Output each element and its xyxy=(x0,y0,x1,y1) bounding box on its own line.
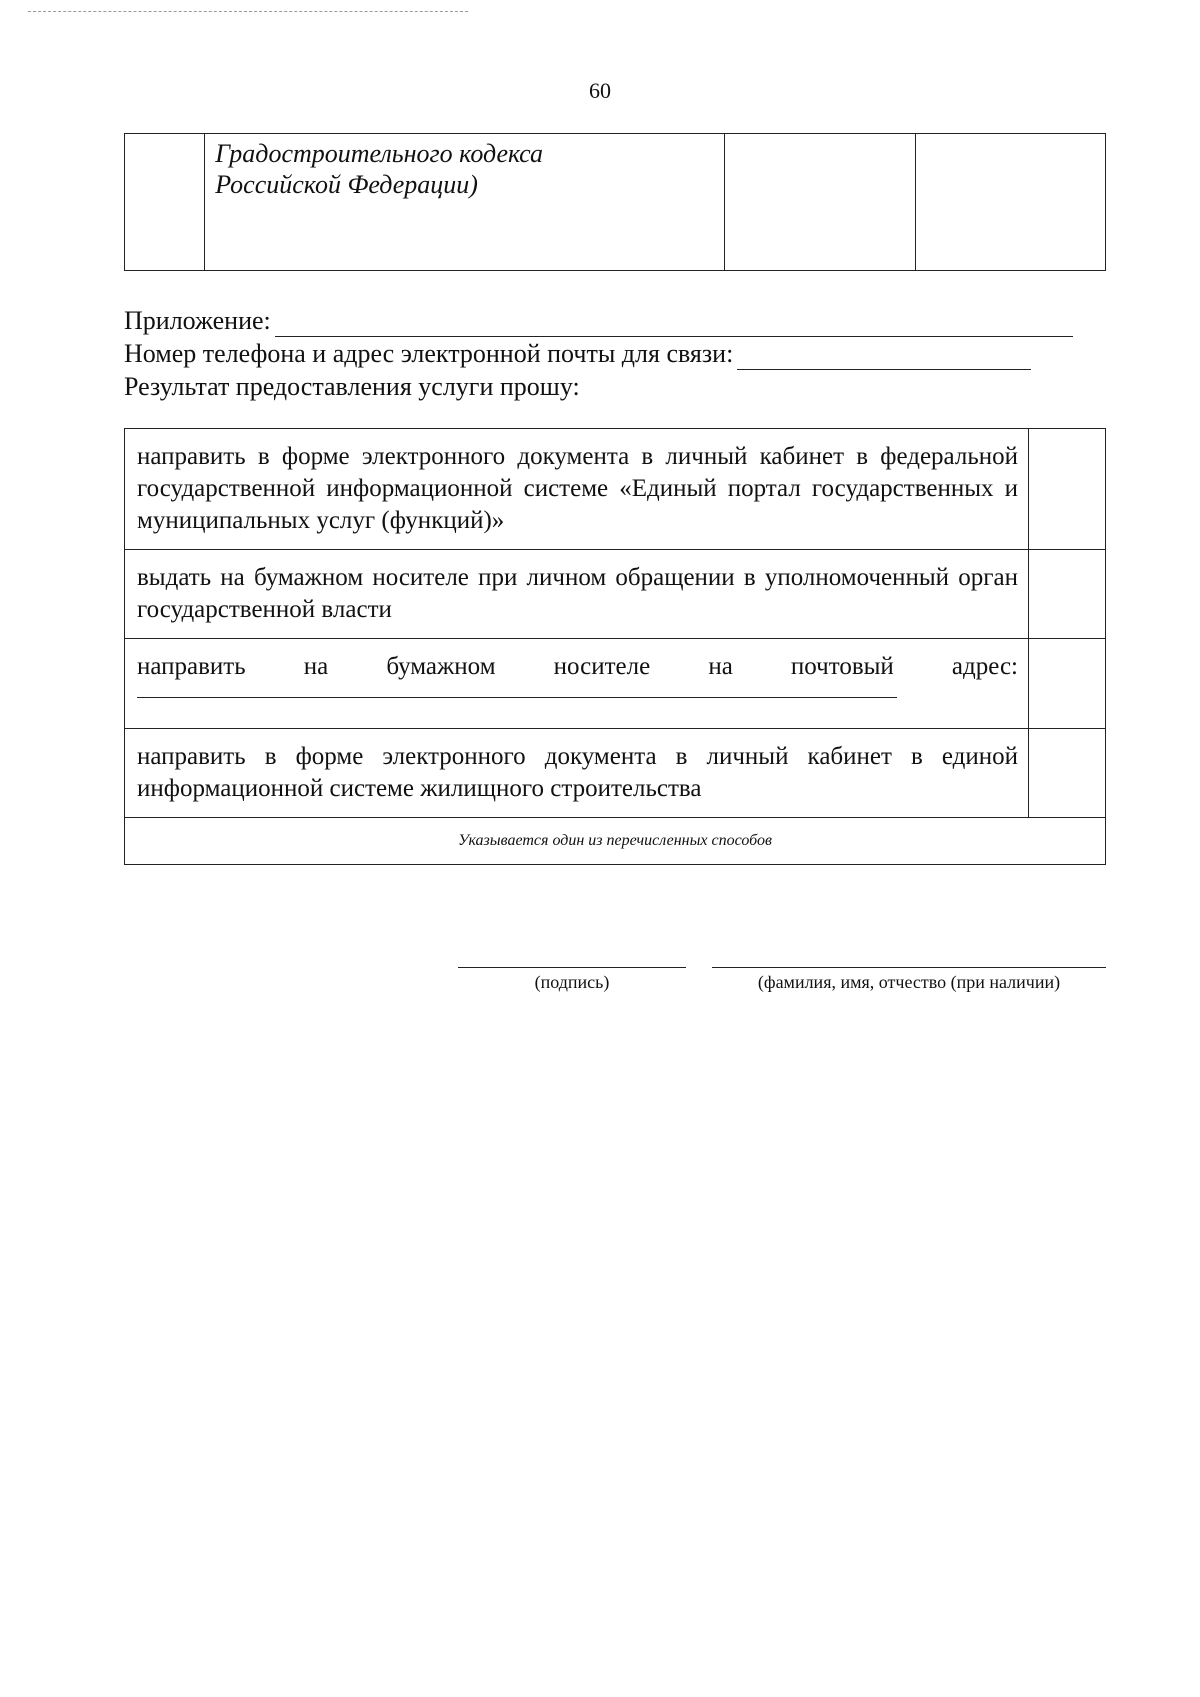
continued-table xyxy=(124,133,1106,271)
signature-line[interactable] xyxy=(458,967,686,968)
page-number: 60 xyxy=(589,78,611,103)
table-text-line-1: Градостроительного кодекса xyxy=(215,139,544,168)
option-electronic-portal: направить в форме электронного документа в личный кабинет в федеральной государственной информационной системе «Единый портал государственных и муниципальных услуг (функций)» xyxy=(125,429,1029,550)
contact-field[interactable] xyxy=(737,345,1031,370)
option-paper-mail xyxy=(125,639,1029,729)
table-cell-empty-2 xyxy=(915,134,1105,271)
postal-address-field[interactable] xyxy=(137,683,897,698)
attachment-line xyxy=(124,304,1073,337)
result-options-table xyxy=(124,428,1106,865)
table-cell-number xyxy=(125,134,205,271)
option-paper-mail-checkbox[interactable] xyxy=(1029,639,1106,729)
full-name-line[interactable] xyxy=(712,967,1106,968)
contact-line xyxy=(124,337,1073,370)
signature-caption: (подпись) xyxy=(534,972,610,992)
result-label: Результат предоставления услуги прошу: xyxy=(124,372,580,401)
option-electronic-housing-system: направить в форме электронного документа в личный кабинет в единой информационной системе жилищного строительства xyxy=(125,729,1029,818)
table-cell-text xyxy=(205,134,725,271)
option-paper-in-person: выдать на бумажном носителе при личном обращении в уполномоченный орган государственной власти xyxy=(125,550,1029,639)
option-electronic-portal-checkbox[interactable] xyxy=(1029,429,1106,550)
table-text-line-2: Российской Федерации) xyxy=(215,170,478,199)
result-line xyxy=(124,370,1073,403)
scan-artifact-line xyxy=(28,11,468,12)
option-electronic-housing-system-checkbox[interactable] xyxy=(1029,729,1106,818)
full-name-caption: (фамилия, имя, отчество (при наличии) xyxy=(757,972,1061,992)
options-note: Указывается один из перечисленных способов xyxy=(125,818,1106,865)
info-block xyxy=(124,304,1073,403)
option-paper-mail-text: направить на бумажном носителе на почтовый адрес: xyxy=(137,653,1018,680)
option-paper-in-person-checkbox[interactable] xyxy=(1029,550,1106,639)
table-cell-empty-1 xyxy=(725,134,915,271)
attachment-field[interactable] xyxy=(275,312,1073,337)
attachment-label: Приложение: xyxy=(124,306,271,335)
contact-label: Номер телефона и адрес электронной почты для связи: xyxy=(124,339,734,368)
